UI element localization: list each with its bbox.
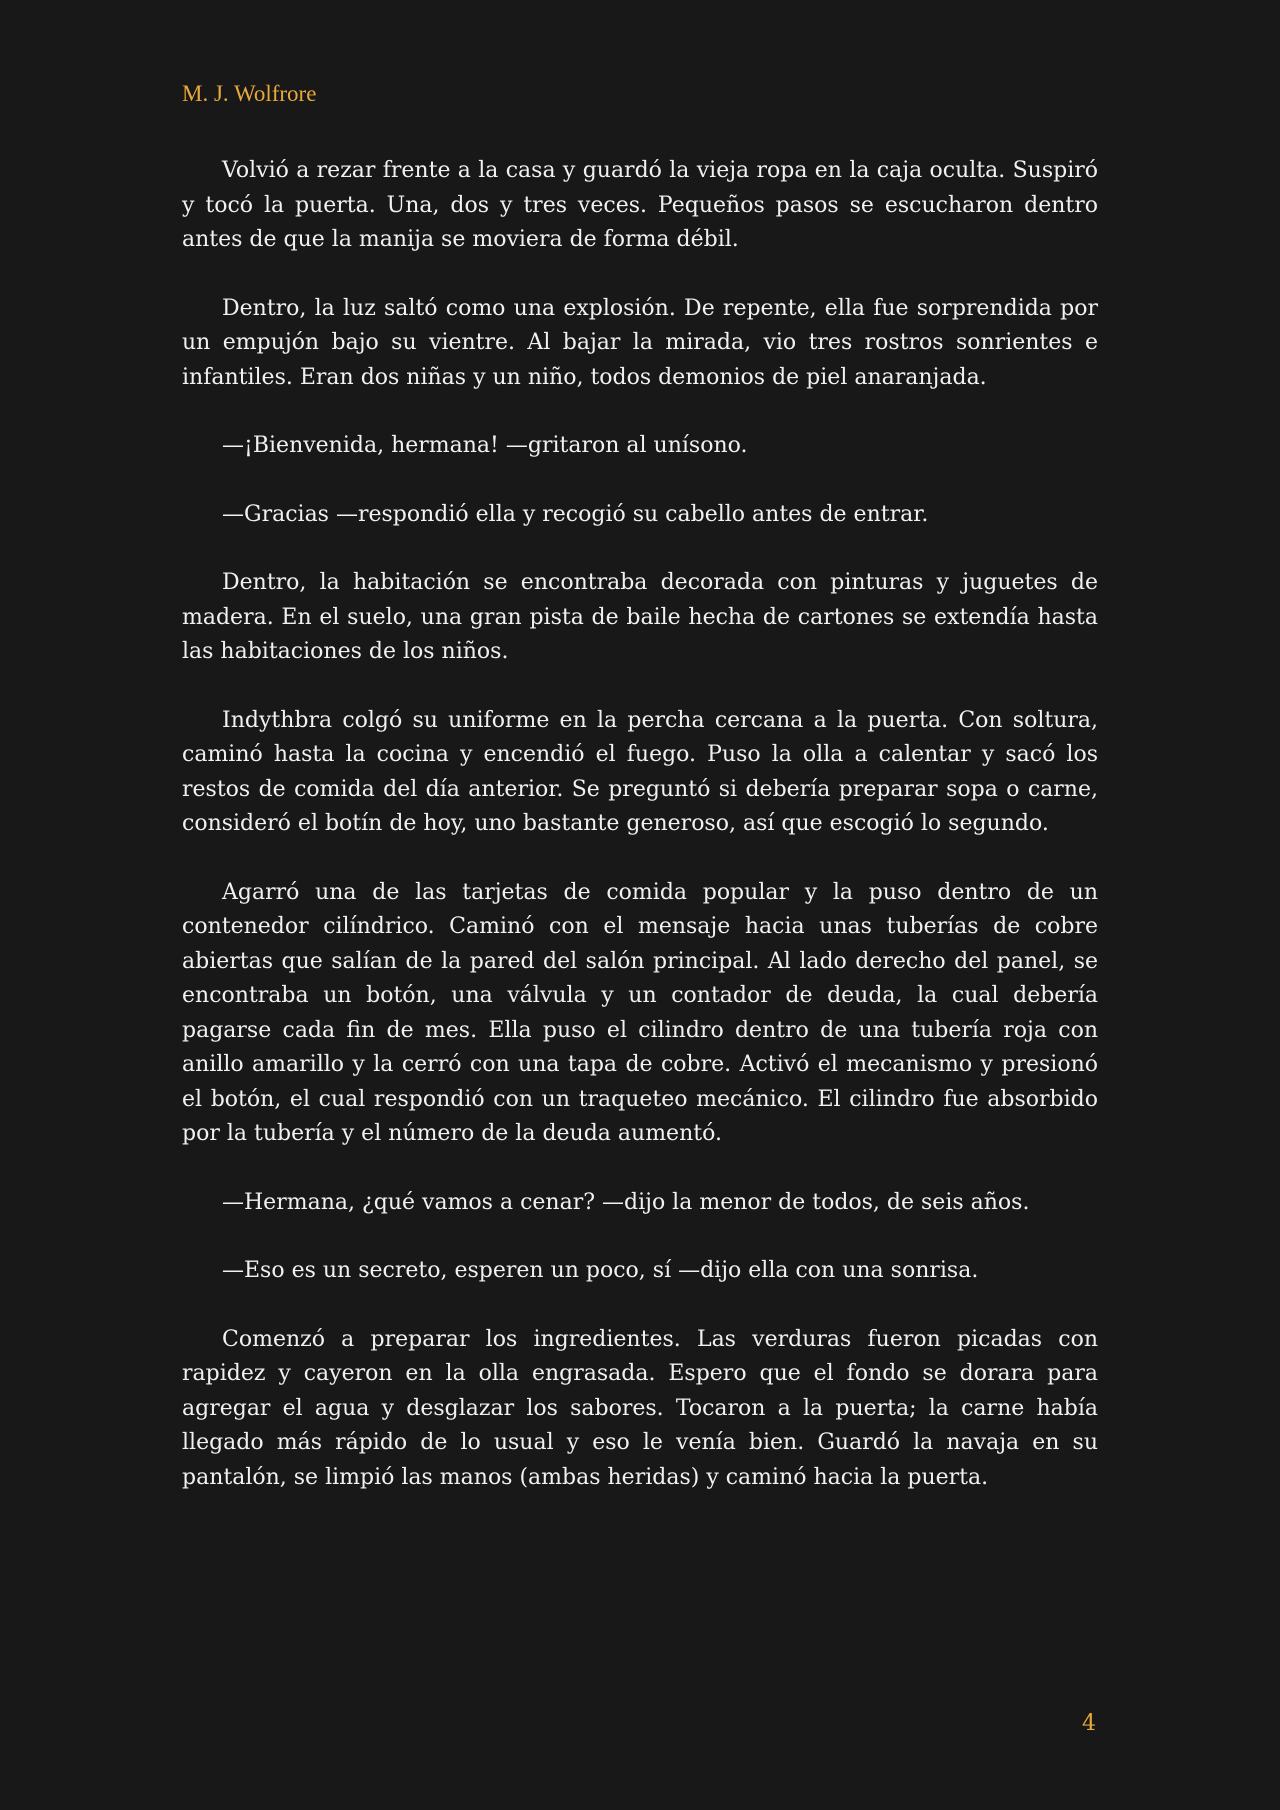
paragraph: Indythbra colgó su uniforme en la percha cercana a la puerta. Con soltura, caminó hasta la cocina y encendió el fuego. Puso la olla a calentar y sacó los restos de comida del día anterior. Se preguntó si debería preparar sopa o carne, consideró el botín de hoy, uno bastante generoso, así que escogió lo segundo.: [182, 707, 1098, 836]
page-number: 4: [1082, 1711, 1096, 1736]
running-header-author: M. J. Wolfrore: [182, 81, 317, 106]
paragraph: —¡Bienvenida, hermana! —gritaron al unísono.: [222, 433, 748, 458]
page-body: [182, 154, 1098, 1495]
paragraph: Agarró una de las tarjetas de comida popular y la puso dentro de un contenedor cilíndrico. Caminó con el mensaje hacia unas tuberías de cobre abiertas que salían de la pared del salón principal. Al lado derecho del panel, se encontraba un botón, una válvula y un contador de deuda, la cual debería pagarse cada fin de mes. Ella puso el cilindro dentro de una tubería roja con anillo amarillo y la cerró con una tapa de cobre. Activó el mecanismo y presionó el botón, el cual respondió con un traqueteo mecánico. El cilindro fue absorbido por la tubería y el número de la deuda aumentó.: [182, 879, 1098, 1146]
paragraph: Comenzó a preparar los ingredientes. Las verduras fueron picadas con rapidez y cayeron en la olla engrasada. Espero que el fondo se dorara para agregar el agua y desglazar los sabores. Tocaron a la puerta; la carne había llegado más rápido de lo usual y eso le venía bien. Guardó la navaja en su pantalón, se limpió las manos (ambas heridas) y caminó hacia la puerta.: [182, 1326, 1098, 1490]
paragraph: —Hermana, ¿qué vamos a cenar? —dijo la menor de todos, de seis años.: [222, 1189, 1030, 1215]
paragraph: Dentro, la habitación se encontraba decorada con pinturas y juguetes de madera. En el suelo, una gran pista de baile hecha de cartones se extendía hasta las habitaciones de los niños.: [182, 570, 1098, 664]
paragraph: Dentro, la luz saltó como una explosión. De repente, ella fue sorprendida por un empujón bajo su vientre. Al bajar la mirada, vio tres rostros sonrientes e infantiles. Eran dos niñas y un niño, todos demonios de piel anaranjada.: [182, 295, 1098, 390]
paragraph: —Eso es un secreto, esperen un poco, sí —dijo ella con una sonrisa.: [222, 1258, 979, 1283]
paragraph: Volvió a rezar frente a la casa y guardó la vieja ropa en la caja oculta. Suspiró y tocó la puerta. Una, dos y tres veces. Pequeños pasos se escucharon dentro antes de que la manija se moviera de forma débil.: [182, 158, 1098, 252]
paragraph: —Gracias —respondió ella y recogió su cabello antes de entrar.: [222, 501, 929, 527]
